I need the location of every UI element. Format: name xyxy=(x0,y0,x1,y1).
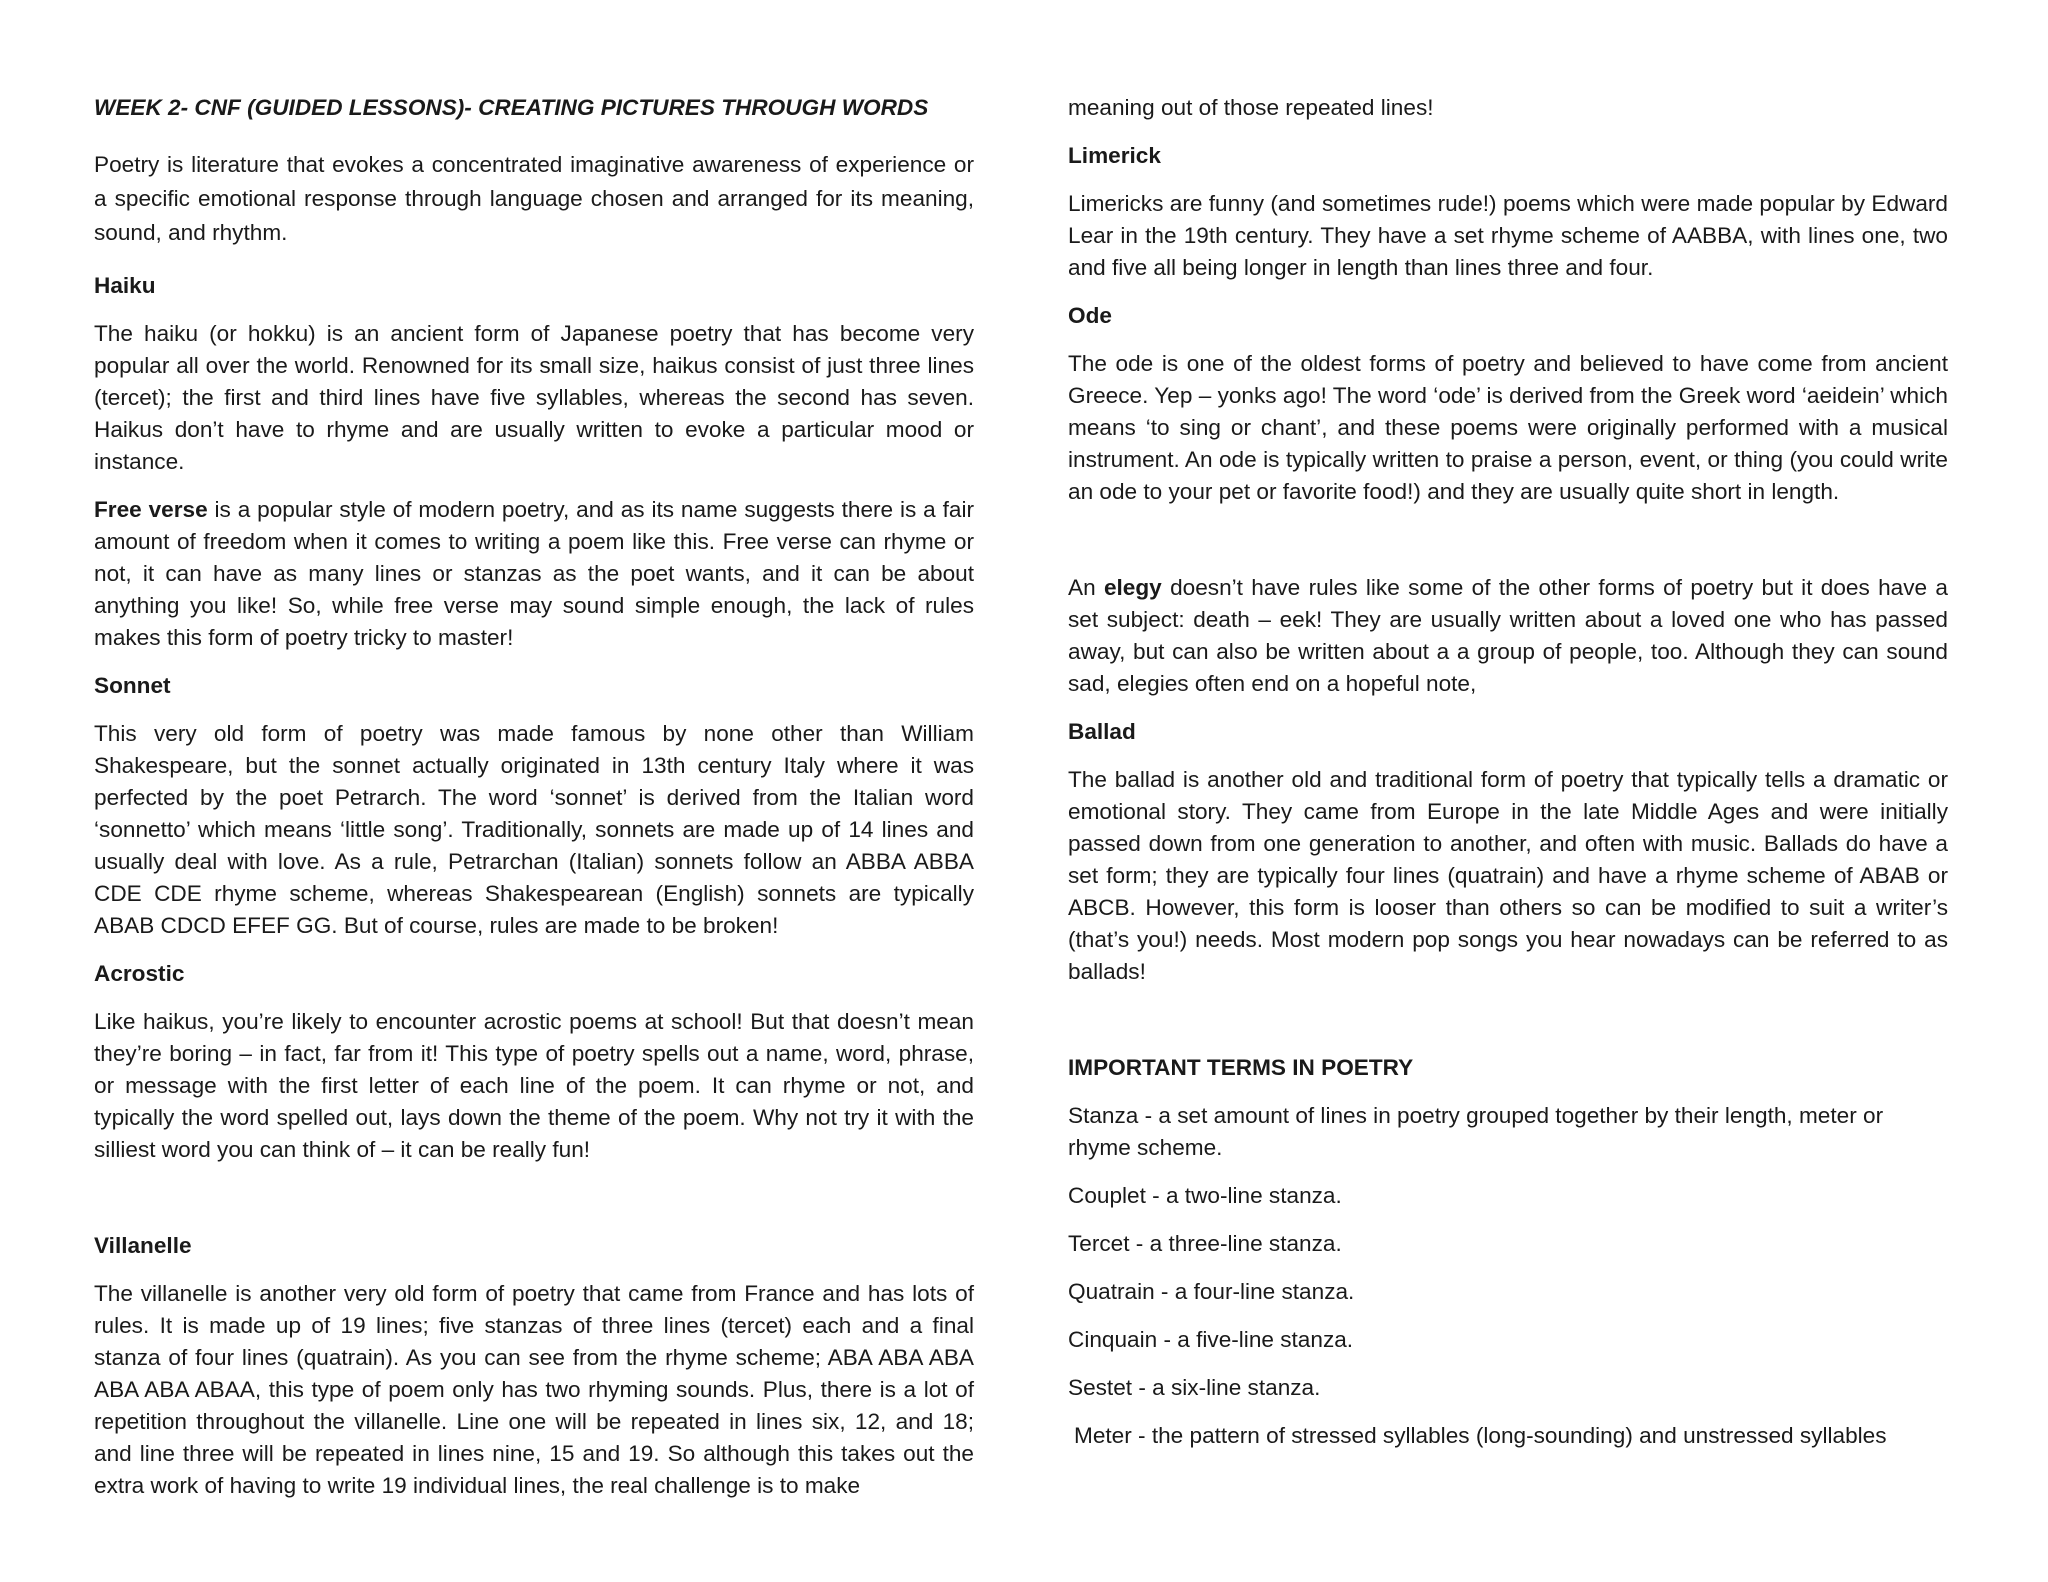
elegy-text: doesn’t have rules like some of the other forms of poetry but it does have a set subject: death – eek! They are usually written about a loved one who has passed away, but can also be written about a a group of people, too. Although they can sound sad, elegies often end on a hopeful note, xyxy=(1068,575,1948,696)
elegy-paragraph xyxy=(1068,572,1948,700)
right-column xyxy=(1068,92,1948,1468)
villanelle-heading: Villanelle xyxy=(94,1233,192,1258)
free-verse-paragraph xyxy=(94,494,974,654)
villanelle-continuation: meaning out of those repeated lines! xyxy=(1068,95,1434,120)
spacer xyxy=(94,1182,974,1230)
limerick-paragraph: Limericks are funny (and sometimes rude!) poems which were made popular by Edward Lear in the 19th century. They have a set rhyme scheme of AABBA, with lines one, two and five all being longer in length than lines three and four. xyxy=(1068,191,1948,280)
limerick-heading: Limerick xyxy=(1068,143,1161,168)
ode-heading: Ode xyxy=(1068,303,1112,328)
sonnet-heading: Sonnet xyxy=(94,673,171,698)
ode-paragraph: The ode is one of the oldest forms of poetry and believed to have come from ancient Greece. Yep – yonks ago! The word ‘ode’ is derived from the Greek word ‘aeidein’ which means ‘to sing or chant’, and these poems were originally performed with a musical instrument. An ode is typically written to praise a person, event, or thing (you could write an ode to your pet or favorite food!) and they are usually quite short in length. xyxy=(1068,351,1948,504)
term-item: Couplet - a two-line stanza. xyxy=(1068,1183,1342,1208)
document-title: WEEK 2- CNF (GUIDED LESSONS)- CREATING PICTURES THROUGH WORDS xyxy=(94,95,929,120)
ballad-heading: Ballad xyxy=(1068,719,1136,744)
spacer xyxy=(1068,1004,1948,1052)
haiku-paragraph: The haiku (or hokku) is an ancient form of Japanese poetry that has become very popular all over the world. Renowned for its small size, haikus consist of just three lines (tercet); the first and third lines have five syllables, whereas the second has seven. Haikus don’t have to rhyme and are usually written to evoke a particular mood or instance. xyxy=(94,321,974,474)
meter-term: Meter - the pattern of stressed syllables (long-sounding) and unstressed syllables xyxy=(1074,1423,1887,1448)
acrostic-heading: Acrostic xyxy=(94,961,185,986)
left-column xyxy=(94,92,974,1518)
term-item: Sestet - a six-line stanza. xyxy=(1068,1375,1321,1400)
intro-paragraph: Poetry is literature that evokes a concentrated imaginative awareness of experience or a specific emotional response through language chosen and arranged for its meaning, sound, and rhythm. xyxy=(94,152,974,245)
elegy-term: elegy xyxy=(1103,575,1162,600)
elegy-prefix: An xyxy=(1068,575,1104,600)
ballad-paragraph: The ballad is another old and traditional form of poetry that typically tells a dramatic or emotional story. They came from Europe in the late Middle Ages and were initially passed down from one generation to another, and often with music. Ballads do have a set form; they are typically four lines (quatrain) and have a rhyme scheme of ABAB or ABCB. However, this form is looser than others so can be modified to suit a writer’s (that’s you!) needs. Most modern pop songs you hear nowadays can be referred to as ballads! xyxy=(1068,767,1948,984)
term-item: Quatrain - a four-line stanza. xyxy=(1068,1279,1355,1304)
sonnet-paragraph: This very old form of poetry was made famous by none other than William Shakespeare, but the sonnet actually originated in 13th century Italy where it was perfected by the poet Petrarch. The word ‘sonnet’ is derived from the Italian word ‘sonnetto’ which means ‘little song’. Traditionally, sonnets are made up of 14 lines and usually deal with love. As a rule, Petrarchan (Italian) sonnets follow an ABBA ABBA CDE CDE rhyme scheme, whereas Shakespearean (English) sonnets are typically ABAB CDCD EFEF GG. But of course, rules are made to be broken! xyxy=(94,721,974,938)
spacer xyxy=(1068,524,1948,572)
acrostic-paragraph: Like haikus, you’re likely to encounter acrostic poems at school! But that doesn’t mean they’re boring – in fact, far from it! This type of poetry spells out a name, word, phrase, or message with the first letter of each line of the poem. It can rhyme or not, and typically the word spelled out, lays down the theme of the poem. Why not try it with the silliest word you can think of – it can be really fun! xyxy=(94,1009,974,1162)
villanelle-paragraph: The villanelle is another very old form of poetry that came from France and has lots of rules. It is made up of 19 lines; five stanzas of three lines (tercet) each and a final stanza of four lines (quatrain). As you can see from the rhyme scheme; ABA ABA ABA ABA ABA ABAA, this type of poem only has two rhyming sounds. Plus, there is a lot of repetition throughout the villanelle. Line one will be repeated in lines six, 12, and 18; and line three will be repeated in lines nine, 15 and 19. So although this takes out the extra work of having to write 19 individual lines, the real challenge is to make xyxy=(94,1281,974,1498)
term-item: Tercet - a three-line stanza. xyxy=(1068,1231,1342,1256)
terms-heading: IMPORTANT TERMS IN POETRY xyxy=(1068,1055,1414,1080)
haiku-heading: Haiku xyxy=(94,273,156,298)
term-item: Cinquain - a five-line stanza. xyxy=(1068,1327,1354,1352)
free-verse-term: Free verse xyxy=(94,497,208,522)
free-verse-text: is a popular style of modern poetry, and as its name suggests there is a fair amount of freedom when it comes to writing a poem like this. Free verse can rhyme or not, it can have as many lines or stanzas as the poet wants, and it can be about anything you like! So, while free verse may sound simple enough, the lack of rules makes this form of poetry tricky to master! xyxy=(94,497,974,650)
term-item: Stanza - a set amount of lines in poetry grouped together by their length, meter or rhyme scheme. xyxy=(1068,1103,1884,1160)
